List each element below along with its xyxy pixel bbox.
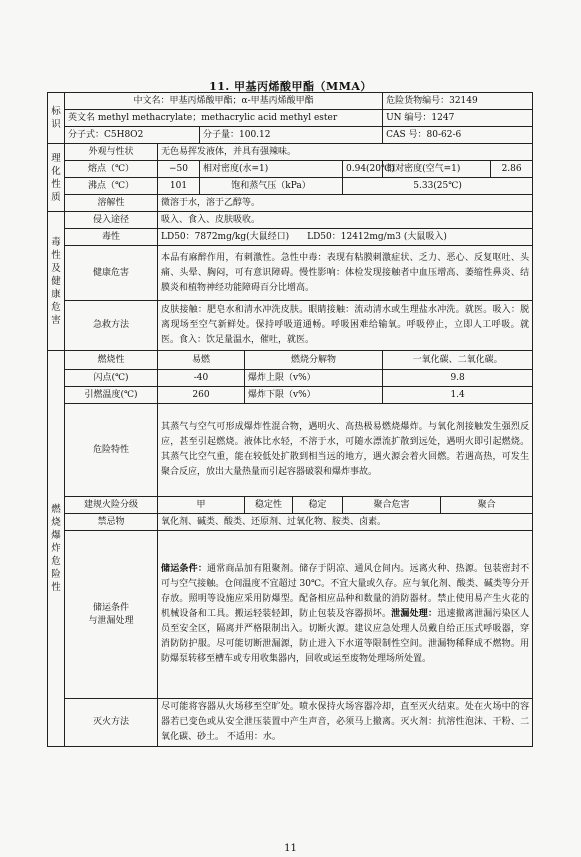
first-aid-text: 皮肤接触：肥皂水和清水冲洗皮肤。眼睛接触：流动清水或生理盐水冲洗。就医。吸入：脱离现场至空气新鲜处。保持呼吸道通畅。呼吸困难给输氧。呼吸停止，立即人工呼吸。就医。食入：饮足量温水，催吐，就医。 [158, 301, 533, 351]
extinguishing-text: 尽可能将容器从火场移至空旷处。喷水保持火场容器冷却，直至灭火结束。处在火场中的容器若已变色或从安全泄压装置中产生声音，必须马上撤离。灭火剂：抗溶性泡沫、干粉、二氧化碳、砂土。 不适用：水。 [158, 699, 533, 747]
toxicity-label: 毒性 [65, 229, 158, 246]
relative-density-air-value: 2.86 [491, 161, 533, 178]
chinese-name: 中文名：甲基丙烯酸甲酯；α-甲基丙烯酸甲酯 [65, 93, 383, 110]
flammability-value: 易燃 [158, 351, 245, 370]
upper-explosion-limit-label: 爆炸上限（v%） [245, 370, 383, 387]
storage-spill-label: 储运条件 与泄漏处理 [65, 531, 158, 699]
boiling-point-value: 101 [158, 178, 200, 195]
storage-spill-text: 储运条件：通常商品加有阻聚剂。储存于阴凉、通风仓间内。远离火种、热源。包装密封不可与空气接触。仓间温度不宜超过 30℃。不宜大量或久存。应与氧化剂、酸类、碱类等分开存放。照明等设施应采用防爆型。配备相应品种和数量的消防器材。禁止使用易产生火花的机械设备和工具。搬运轻装轻卸，防止包装及容器损坏。泄漏处理：迅速撤离泄漏污染区人员至安全区，隔离并严格限制出入。切断火源。建议应急处理人员戴自给正压式呼吸器，穿消防防护服。尽可能切断泄漏源，防止进入下水道等限制性空间。泄漏物稀释成不燃物。用防爆泵转移至槽车或专用收集器内，回收或运至废物处理场所处置。 [158, 531, 533, 699]
vapor-pressure-value: 5.33(25℃) [343, 178, 533, 195]
page-number: 11 [284, 843, 297, 854]
section-fire-explosion: 燃烧爆炸危险性 [48, 351, 65, 747]
appearance-label: 外观与性状 [65, 144, 158, 161]
relative-density-water-label: 相对密度(水=1) [200, 161, 343, 178]
stability-label: 稳定性 [245, 497, 293, 514]
page-title: 11. 甲基丙烯酸甲酯（MMA） [209, 80, 372, 93]
polymerization-hazard-value: 聚合 [441, 497, 533, 514]
lower-explosion-limit-label: 爆炸下限（v%） [245, 387, 383, 404]
melting-point-value: −50 [158, 161, 200, 178]
combustion-products-value: 一氧化碳、二氧化碳。 [383, 351, 533, 370]
relative-density-air-label: 相对密度(空气=1) [383, 161, 491, 178]
hazard-characteristics-text: 其蒸气与空气可形成爆炸性混合物，遇明火、高热极易燃烧爆炸。与氧化剂接触发生强烈反应，甚至引起燃烧。液体比水轻，不溶于水，可随水漂流扩散到远处，遇明火即引起燃烧。其蒸气比空气重，能在较低处扩散到相当远的地方，遇火源会着火回燃。若遇高热，可发生聚合反应，放出大量热量而引起容器破裂和爆炸事故。 [158, 404, 533, 497]
molecular-weight: 分子量：100.12 [200, 127, 383, 144]
spill-handling-heading: 泄漏处理： [391, 609, 438, 619]
exposure-route-label: 侵入途径 [65, 212, 158, 229]
exposure-route-value: 吸入、食入、皮肤吸收。 [158, 212, 533, 229]
boiling-point-label: 沸点（℃） [65, 178, 158, 195]
extinguishing-label: 灭火方法 [65, 699, 158, 747]
lower-explosion-limit-value: 1.4 [383, 387, 533, 404]
section-physicochemical: 理化性质 [48, 144, 65, 212]
section-toxicity-health: 毒性及健康危害 [48, 212, 65, 351]
ignition-temp-label: 引燃温度(℃) [65, 387, 158, 404]
combustion-products-label: 燃烧分解物 [245, 351, 383, 370]
health-hazard-text: 本品有麻醉作用，有刺激性。急性中毒：表现有粘膜刺激症状、乏力、恶心、反复呕吐、头痛、头晕、胸闷，可有意识障碍。慢性影响：体检发现接触者中血压增高、萎缩性鼻炎、结膜炎和植物神经功能障碍百分比增高。 [158, 246, 533, 301]
health-hazard-label: 健康危害 [65, 246, 158, 301]
incompatibles-label: 禁忌物 [65, 514, 158, 531]
stability-value: 稳定 [293, 497, 343, 514]
flash-point-value: -40 [158, 370, 245, 387]
appearance-value: 无色易挥发液体，并具有强辣味。 [158, 144, 533, 161]
ignition-temp-value: 260 [158, 387, 245, 404]
flash-point-label: 闪点(℃) [65, 370, 158, 387]
vapor-pressure-label: 饱和蒸气压（kPa） [200, 178, 343, 195]
storage-conditions-heading: 储运条件： [161, 564, 208, 574]
polymerization-hazard-label: 聚合危害 [343, 497, 441, 514]
cas-number: CAS 号：80-62-6 [383, 127, 533, 144]
first-aid-label: 急救方法 [65, 301, 158, 351]
un-number: UN 编号：1247 [383, 110, 533, 127]
upper-explosion-limit-value: 9.8 [383, 370, 533, 387]
hazard-characteristics-label: 危险特性 [65, 404, 158, 497]
relative-density-water-value: 0.94(20℃) [343, 161, 383, 178]
flammability-label: 燃烧性 [65, 351, 158, 370]
solubility-value: 微溶于水，溶于乙醇等。 [158, 195, 533, 212]
toxicity-value: LD50：7872mg/kg(大鼠经口) LD50：12412mg/m3 (大鼠吸入) [158, 229, 533, 246]
section-identification: 标识 [48, 93, 65, 144]
molecular-formula: 分子式：C5H8O2 [65, 127, 200, 144]
english-name: 英文名 methyl methacrylate；methacrylic acid methyl ester [65, 110, 383, 127]
dangerous-goods-number: 危险货物编号：32149 [383, 93, 533, 110]
solubility-label: 溶解性 [65, 195, 158, 212]
fire-class-label: 建规火险分级 [65, 497, 158, 514]
safety-data-table [47, 92, 533, 747]
melting-point-label: 熔点（℃） [65, 161, 158, 178]
incompatibles-value: 氧化剂、碱类、酸类、还原剂、过氧化物、胺类、卤素。 [158, 514, 533, 531]
fire-class-value: 甲 [158, 497, 245, 514]
